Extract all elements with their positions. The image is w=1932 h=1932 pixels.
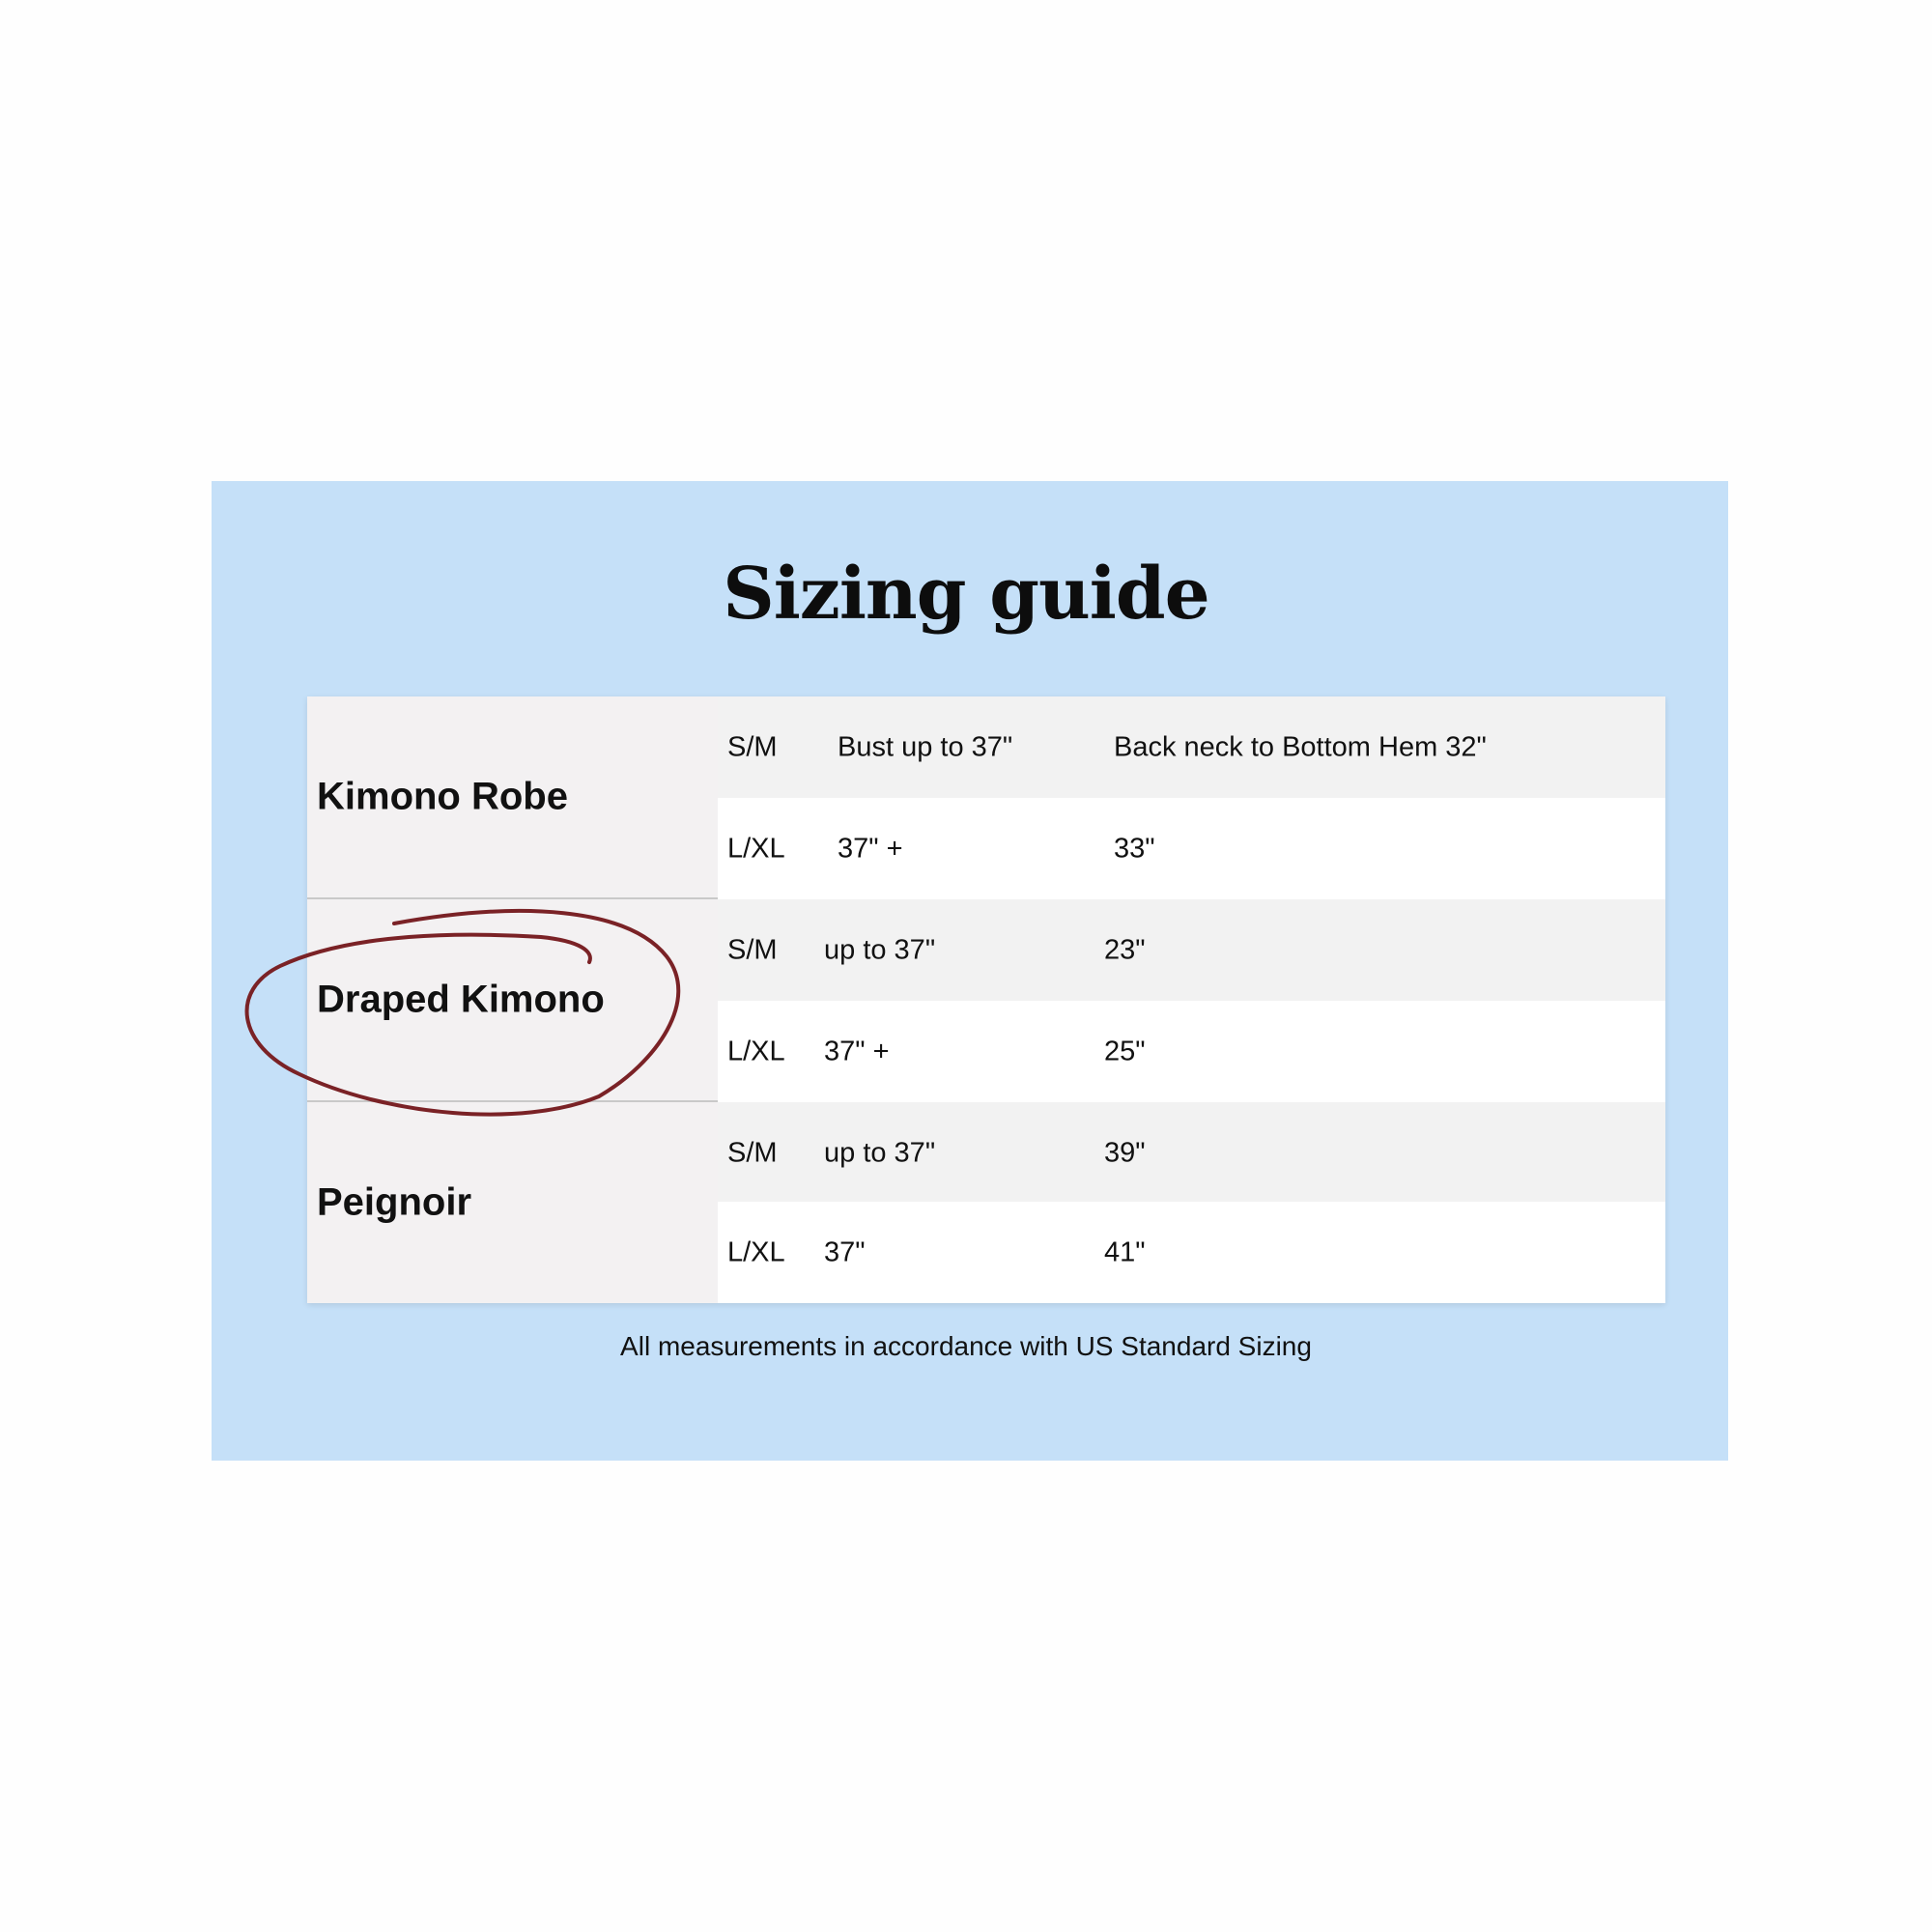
bust-cell: 37" <box>824 1236 866 1267</box>
length-cell: 25" <box>1104 1036 1146 1066</box>
sizing-footnote: All measurements in accordance with US Standard Sizing <box>620 1331 1312 1361</box>
size-cell: S/M <box>727 1137 778 1168</box>
table-row <box>718 696 1665 798</box>
bust-cell: up to 37" <box>824 934 936 965</box>
product-name: Draped Kimono <box>317 978 605 1021</box>
table-row <box>718 899 1665 1001</box>
bust-cell: 37" + <box>838 833 903 864</box>
product-name: Kimono Robe <box>317 775 568 818</box>
size-cell: L/XL <box>727 833 785 864</box>
length-cell: Back neck to Bottom Hem 32" <box>1114 731 1487 762</box>
table-row <box>718 1001 1665 1102</box>
bust-cell: up to 37" <box>824 1137 936 1168</box>
size-cell: L/XL <box>727 1036 785 1066</box>
length-cell: 39" <box>1104 1137 1146 1168</box>
product-cell-kimono-robe <box>307 696 718 897</box>
length-cell: 23" <box>1104 934 1146 965</box>
product-name: Peignoir <box>317 1180 472 1224</box>
table-row <box>718 798 1665 899</box>
sizing-table <box>307 696 1665 1303</box>
bust-cell: Bust up to 37" <box>838 731 1013 762</box>
size-cell: S/M <box>727 731 778 762</box>
length-cell: 33" <box>1114 833 1155 864</box>
table-row <box>718 1202 1665 1303</box>
product-cell-peignoir <box>307 1102 718 1303</box>
bust-cell: 37" + <box>824 1036 890 1066</box>
size-cell: S/M <box>727 934 778 965</box>
table-row <box>718 1102 1665 1204</box>
product-cell-draped-kimono <box>307 899 718 1100</box>
size-cell: L/XL <box>727 1236 785 1267</box>
page-title: Sizing guide <box>723 553 1209 636</box>
length-cell: 41" <box>1104 1236 1146 1267</box>
